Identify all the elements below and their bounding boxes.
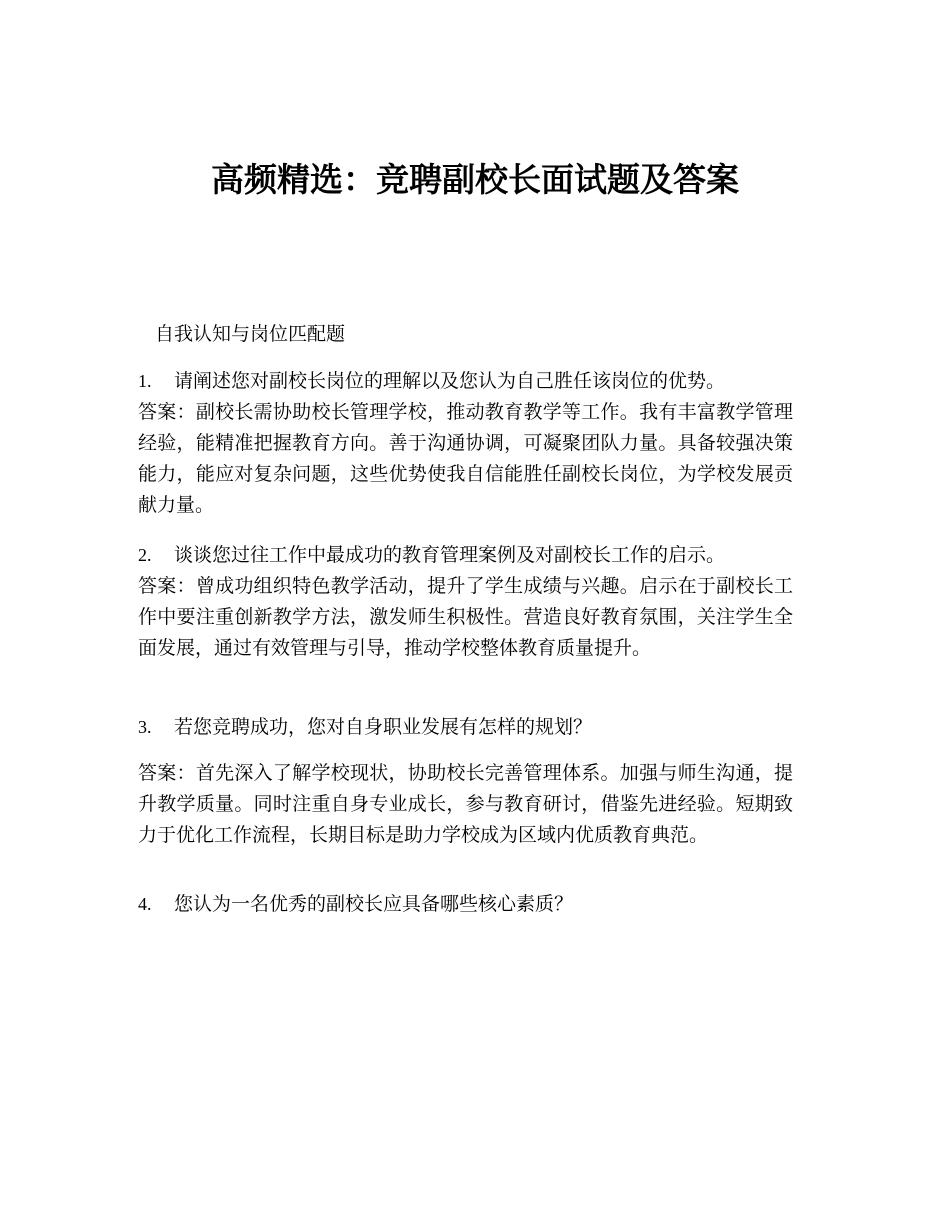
qa-item-1 bbox=[138, 366, 793, 521]
answer-block-3 bbox=[138, 758, 793, 851]
qa-item-2 bbox=[138, 540, 793, 664]
question-2 bbox=[138, 540, 793, 571]
question-text: 您认为一名优秀的副校长应具备哪些核心素质？ bbox=[174, 893, 574, 915]
qa-item-3 bbox=[138, 712, 793, 743]
question-number: 4. bbox=[138, 894, 152, 914]
question-1 bbox=[138, 366, 793, 397]
question-3 bbox=[138, 712, 793, 743]
qa-item-4 bbox=[138, 889, 793, 920]
question-number: 3. bbox=[138, 717, 152, 737]
question-text: 请阐述您对副校长岗位的理解以及您认为自己胜任该岗位的优势。 bbox=[174, 370, 726, 392]
answer-2: 答案：曾成功组织特色教学活动，提升了学生成绩与兴趣。启示在于副校长工作中要注重创新教学方法，激发师生积极性。营造良好教育氛围，关注学生全面发展，通过有效管理与引导，推动学校整体教育质量提升。 bbox=[138, 575, 793, 659]
document-title: 高频精选：竞聘副校长面试题及答案 bbox=[211, 160, 739, 199]
answer-3: 答案：首先深入了解学校现状，协助校长完善管理体系。加强与师生沟通，提升教学质量。同时注重自身专业成长，参与教育研讨，借鉴先进经验。短期致力于优化工作流程，长期目标是助力学校成为区域内优质教育典范。 bbox=[138, 762, 793, 846]
question-number: 2. bbox=[138, 545, 152, 565]
section-heading: 自我认知与岗位匹配题 bbox=[155, 323, 346, 345]
question-4 bbox=[138, 889, 793, 920]
question-number: 1. bbox=[138, 371, 152, 391]
answer-1: 答案：副校长需协助校长管理学校，推动教育教学等工作。我有丰富教学管理经验，能精准把握教育方向。善于沟通协调，可凝聚团队力量。具备较强决策能力，能应对复杂问题，这些优势使我自信能胜任副校长岗位，为学校发展贡献力量。 bbox=[138, 401, 793, 516]
question-text: 若您竞聘成功，您对自身职业发展有怎样的规划？ bbox=[174, 716, 593, 738]
question-text: 谈谈您过往工作中最成功的教育管理案例及对副校长工作的启示。 bbox=[174, 544, 726, 566]
